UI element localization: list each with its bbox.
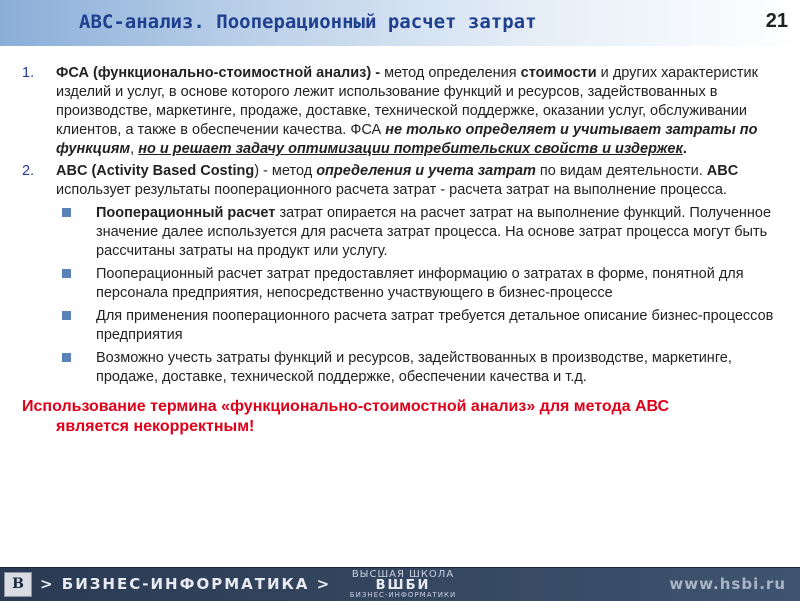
school-name-bottom: БИЗНЕС-ИНФОРМАТИКИ bbox=[349, 591, 457, 599]
conclusion-note bbox=[22, 397, 787, 437]
conclusion-line-2: является некорректным! bbox=[56, 418, 255, 435]
item-number: 1. bbox=[22, 65, 35, 81]
school-name-top: ВЫСШАЯ ШКОЛА bbox=[351, 569, 455, 580]
text-segment: ) - метод bbox=[254, 163, 317, 179]
square-bullet-icon bbox=[62, 353, 71, 362]
footer-url[interactable]: www.hsbi.ru bbox=[669, 575, 786, 593]
text-segment: но и решает задачу оптимизации потребительских свойств и издержек bbox=[138, 141, 683, 157]
school-name-mid: ВШБИ bbox=[375, 578, 431, 593]
footer-title: > БИЗНЕС-ИНФОРМАТИКА > bbox=[40, 575, 332, 593]
text-segment: Пооперационный расчет bbox=[96, 205, 276, 221]
item-text bbox=[56, 163, 738, 198]
bullet-item-2 bbox=[22, 265, 787, 303]
item-text bbox=[56, 65, 758, 157]
footer-bar bbox=[0, 567, 800, 601]
text-segment: , bbox=[130, 141, 139, 157]
text-segment: метод определения bbox=[384, 65, 521, 81]
text-segment: . bbox=[682, 141, 687, 157]
bullet-item-4 bbox=[22, 349, 787, 387]
item-number: 2. bbox=[22, 163, 35, 179]
text-segment: и других характеристик изделий и услуг, в основе которого лежит использование функций и ресурсов, задействованных в производстве, маркетинге, продаже, доставке, технической поддержке, оказании услуг, обслуживании клиентов, а также в обеспечении качества. ФСА bbox=[56, 65, 758, 138]
footer-logo: B bbox=[4, 572, 32, 597]
text-segment: Пооперационный расчет затрат предоставляет информацию о затратах в форме, понятной для персонала предприятия, непосредственно участвующего в бизнес-процессе bbox=[96, 266, 744, 301]
text-segment: Возможно учесть затраты функций и ресурсов, задействованных в производстве, маркетинге, продаже, доставке, технической поддержке, обеспечении качества и т.д. bbox=[96, 350, 732, 385]
text-segment: ABC (Activity Based Costing bbox=[56, 163, 255, 179]
text-segment: ABC bbox=[706, 163, 739, 179]
slide-content bbox=[22, 64, 787, 437]
bullet-item-3 bbox=[22, 307, 787, 345]
conclusion-line-1: Использование термина «функционально-стоимостной анализ» для метода АВС bbox=[22, 398, 670, 415]
text-segment: по видам деятельности. bbox=[535, 163, 707, 179]
numbered-item-2 bbox=[22, 162, 787, 200]
text-segment: не только определяет и учитывает затраты по функциям bbox=[56, 122, 758, 157]
text-segment: использует результаты пооперационного расчета затрат - расчета затрат на выполнение процесса. bbox=[56, 182, 727, 198]
text-segment: Для применения пооперационного расчета затрат требуется детальное описание бизнес-процессов предприятия bbox=[96, 308, 774, 343]
square-bullet-icon bbox=[62, 311, 71, 320]
text-segment: ФСА (функционально-стоимостной анализ) - bbox=[56, 65, 385, 81]
slide-title: АВС-анализ. Пооперационный расчет затрат bbox=[79, 11, 537, 33]
bullet-item-1 bbox=[22, 204, 787, 261]
square-bullet-icon bbox=[62, 208, 71, 217]
numbered-item-1 bbox=[22, 64, 787, 159]
school-logo bbox=[343, 570, 463, 599]
text-segment: определения и учета затрат bbox=[316, 163, 536, 179]
text-segment: затрат опирается на расчет затрат на выполнение функций. Полученное значение далее используется для расчета затрат процесса. На основе затрат процесса могут быть рассчитаны затраты на продукт или услугу. bbox=[96, 205, 772, 259]
slide-number: 21 bbox=[765, 10, 788, 32]
square-bullet-icon bbox=[62, 269, 71, 278]
text-segment: стоимости bbox=[520, 65, 597, 81]
